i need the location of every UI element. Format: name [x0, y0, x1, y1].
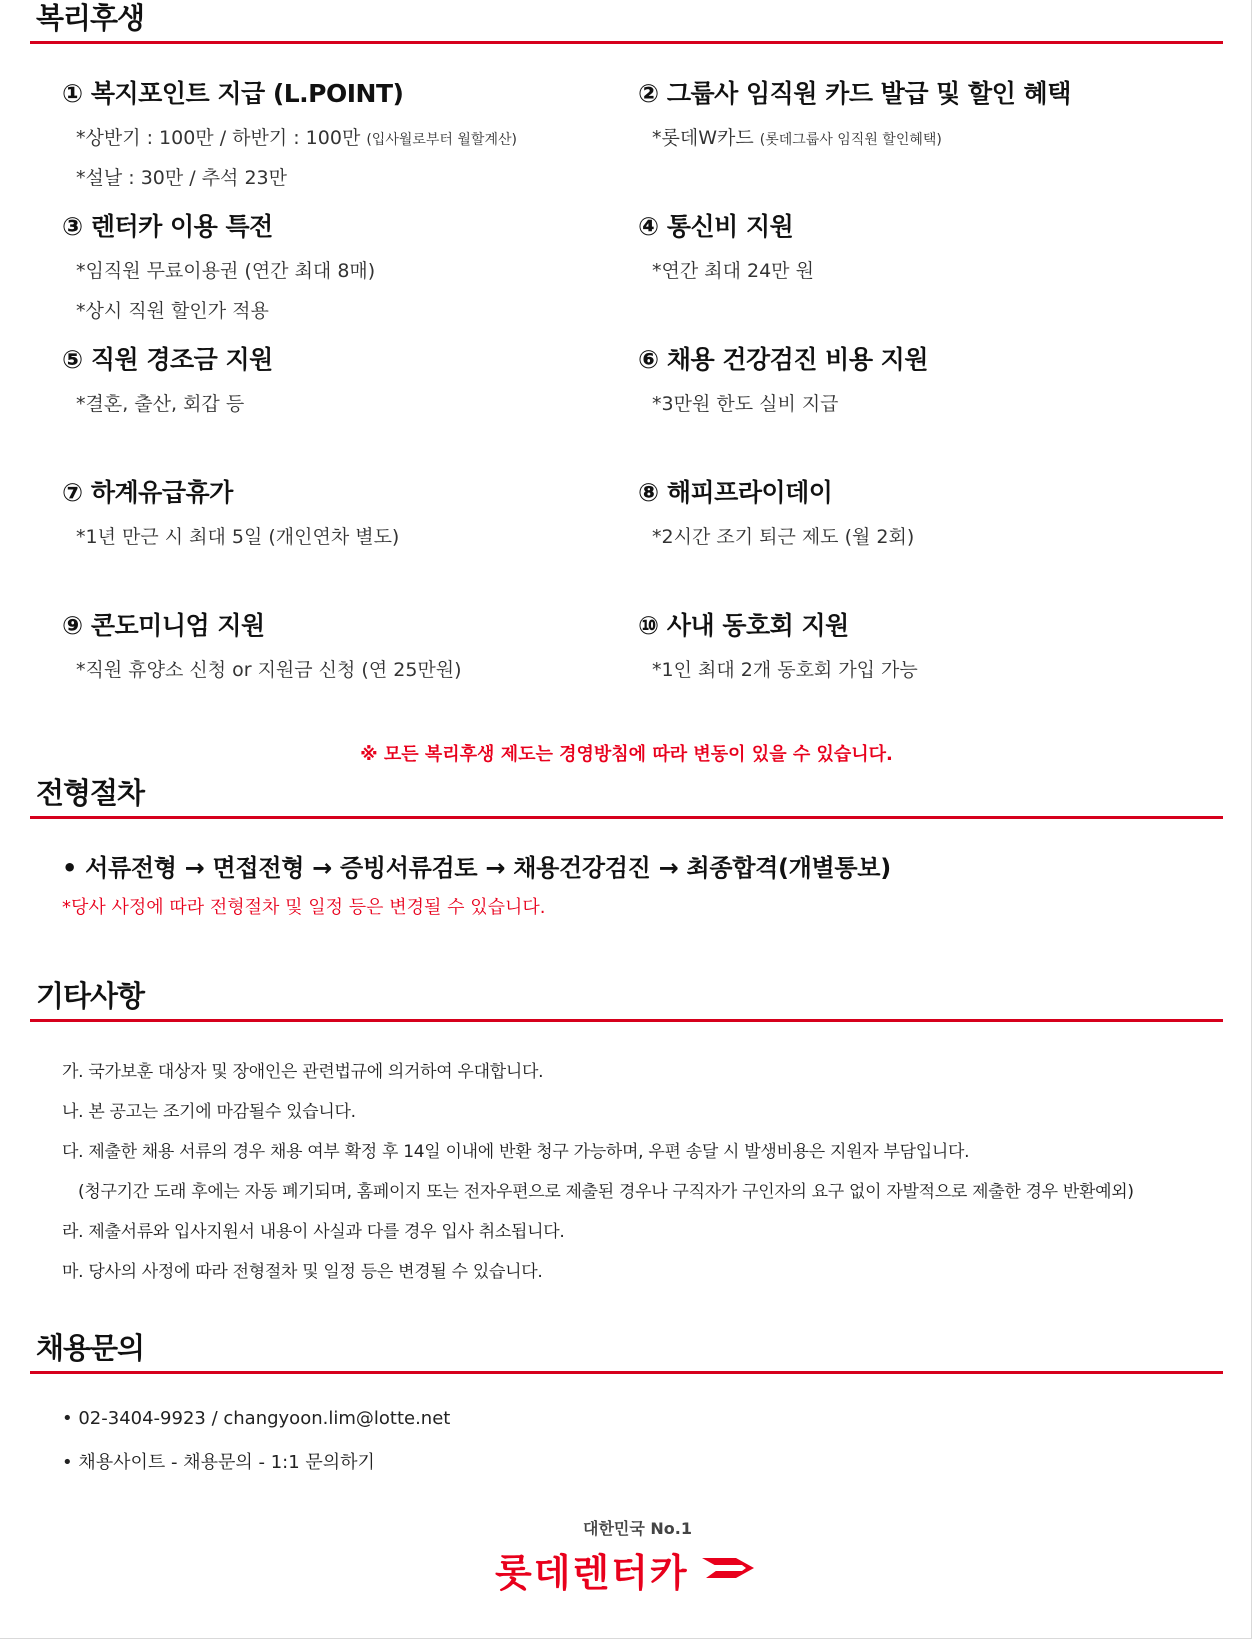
benefit-detail: *1년 만근 시 최대 5일 (개인연차 별도): [76, 526, 400, 548]
benefit-title: ② 그룹사 임직원 카드 발급 및 할인 혜택: [638, 79, 1071, 108]
benefit-detail: *3만원 한도 실비 지급: [652, 393, 839, 415]
process-steps: • 서류전형 → 면접전형 → 증빙서류검토 → 채용건강검진 → 최종합격(개별통보): [62, 854, 891, 882]
benefit-title: ① 복지포인트 지급 (L.POINT): [62, 79, 404, 108]
benefit-detail: [62, 123, 642, 150]
contact-heading-text: 채용문의: [36, 1331, 145, 1365]
process-heading: [30, 775, 1223, 819]
welfare-notice: ※ 모든 복리후생 제도는 경영방침에 따라 변동이 있을 수 있습니다.: [360, 744, 893, 765]
etc-line-na: 나. 본 공고는 조기에 마감될수 있습니다.: [62, 1102, 356, 1122]
benefit-title: ⑦ 하계유급휴가: [62, 478, 233, 507]
benefit-item-1: [62, 74, 642, 190]
etc-line-da-note: (청구기간 도래 후에는 자동 폐기되며, 홈페이지 또는 전자우편으로 제출된 경우나 구직자가 구인자의 요구 없이 자발적으로 제출한 경우 반환예외): [78, 1182, 1134, 1202]
process-heading-text: 전형절차: [36, 776, 145, 810]
benefit-title: ③ 렌터카 이용 특전: [62, 212, 273, 241]
logo-tagline: 대한민국 No.1: [583, 1519, 692, 1538]
benefit-title: ⑧ 해피프라이데이: [638, 478, 833, 507]
etc-heading-text: 기타사항: [36, 979, 145, 1013]
etc-line-ga: 가. 국가보훈 대상자 및 장애인은 관련법규에 의거하여 우대합니다.: [62, 1062, 544, 1082]
etc-line-ra: 라. 제출서류와 입사지원서 내용이 사실과 다를 경우 입사 취소됩니다.: [62, 1222, 565, 1242]
process-note: *당사 사정에 따라 전형절차 및 일정 등은 변경될 수 있습니다.: [62, 897, 546, 918]
benefit-item-9: [62, 606, 642, 682]
benefit-detail: *결혼, 출산, 회갑 등: [76, 393, 245, 415]
benefit-detail: *직원 휴양소 신청 or 지원금 신청 (연 25만원): [76, 659, 462, 681]
wing-arrow-icon: [702, 1556, 754, 1580]
benefit-item-8: [638, 473, 1218, 549]
benefit-detail: *설날 : 30만 / 추석 23만: [76, 167, 287, 189]
benefit-item-3: [62, 207, 642, 323]
benefit-item-10: [638, 606, 1218, 682]
welfare-heading: [30, 0, 1223, 44]
benefit-item-7: [62, 473, 642, 549]
benefit-detail: *임직원 무료이용권 (연간 최대 8매): [76, 260, 376, 282]
benefit-detail: [638, 123, 1218, 150]
contact-phone-email: • 02-3404-9923 / changyoon.lim@lotte.net: [62, 1408, 451, 1429]
benefit-detail-text: *상반기 : 100만 / 하반기 : 100만: [76, 127, 367, 149]
etc-heading: [30, 978, 1223, 1022]
benefit-item-4: [638, 207, 1218, 283]
benefit-detail: *연간 최대 24만 원: [652, 260, 814, 282]
contact-heading: [30, 1330, 1223, 1374]
lotte-rentacar-logo: [495, 1516, 765, 1596]
benefit-detail: *2시간 조기 퇴근 제도 (월 2회): [652, 526, 915, 548]
benefit-title: ④ 통신비 지원: [638, 212, 794, 241]
benefit-item-5: [62, 340, 642, 416]
benefit-title: ⑩ 사내 동호회 지원: [638, 611, 849, 640]
benefit-detail: *상시 직원 할인가 적용: [76, 300, 269, 322]
contact-site-path: • 채용사이트 - 채용문의 - 1:1 문의하기: [62, 1452, 375, 1473]
benefit-detail-note: (입사월로부터 월할계산): [366, 132, 517, 148]
logo-wordmark: 롯데렌터카: [495, 1551, 689, 1595]
benefit-detail-text: *롯데W카드: [652, 127, 760, 149]
etc-line-ma: 마. 당사의 사정에 따라 전형절차 및 일정 등은 변경될 수 있습니다.: [62, 1262, 543, 1282]
benefit-title: ⑨ 콘도미니엄 지원: [62, 611, 265, 640]
benefit-item-6: [638, 340, 1218, 416]
benefit-title: ⑥ 채용 건강검진 비용 지원: [638, 345, 928, 374]
etc-line-da: 다. 제출한 채용 서류의 경우 채용 여부 확정 후 14일 이내에 반환 청구 가능하며, 우편 송달 시 발생비용은 지원자 부담입니다.: [62, 1142, 970, 1162]
benefit-item-2: [638, 74, 1218, 150]
benefit-detail-note: (롯데그룹사 임직원 할인혜택): [759, 132, 942, 148]
benefit-detail: *1인 최대 2개 동호회 가입 가능: [652, 659, 918, 681]
welfare-heading-text: 복리후생: [36, 1, 145, 35]
benefit-title: ⑤ 직원 경조금 지원: [62, 345, 273, 374]
